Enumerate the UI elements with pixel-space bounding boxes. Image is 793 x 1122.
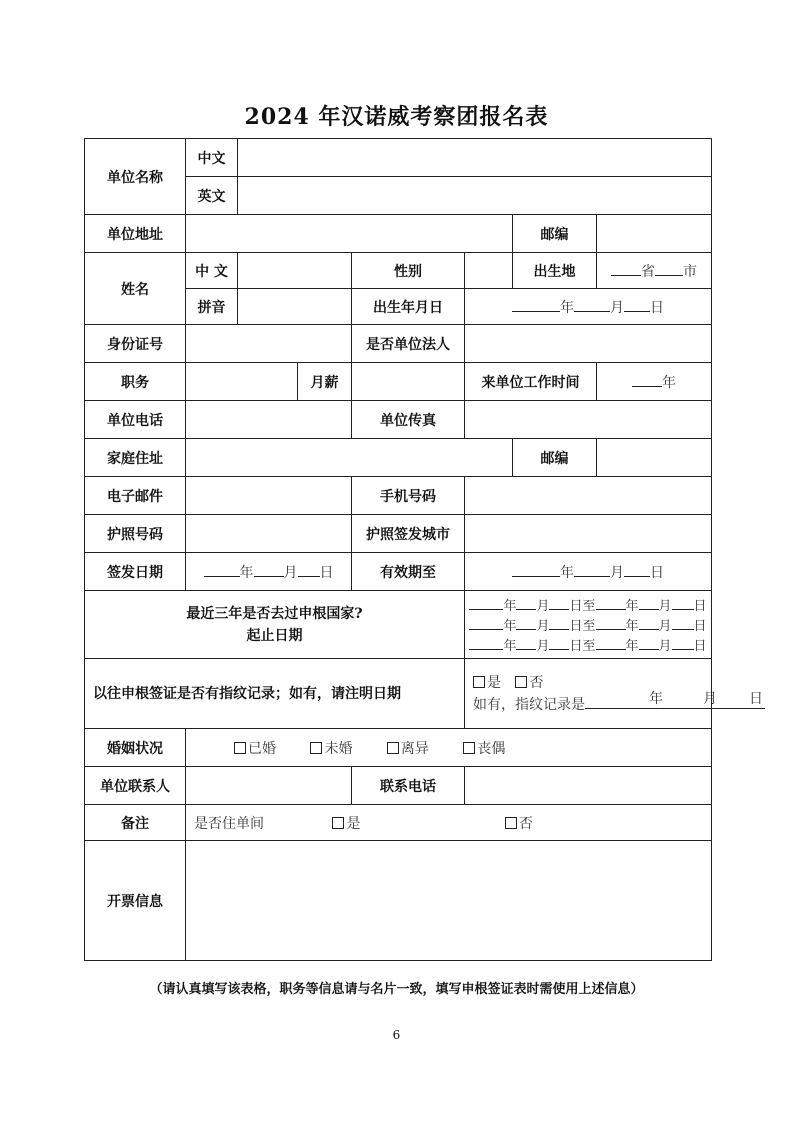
company-name-en-field[interactable] [238,177,712,215]
marital-option-widowed[interactable]: 丧偶 [463,738,505,758]
mobile-field[interactable] [465,477,712,515]
birthplace-label: 出生地 [513,253,597,289]
birth-date-field[interactable]: 年 月 日 [465,289,712,325]
birth-date-label: 出生年月日 [352,289,465,325]
fingerprint-question-label: 以往申根签证是否有指纹记录；如有，请注明日期 [85,659,465,729]
contact-phone-label: 联系电话 [352,767,465,805]
fingerprint-yes-option[interactable]: 是 [473,672,501,694]
checkbox-icon[interactable] [310,742,322,754]
invoice-info-label: 开票信息 [85,841,186,961]
postcode-field[interactable] [597,215,712,253]
email-label: 电子邮件 [85,477,186,515]
gender-label: 性别 [352,253,465,289]
name-cn-field[interactable] [238,253,352,289]
birthplace-field[interactable]: 省 市 [597,253,712,289]
pinyin-field[interactable] [238,289,352,325]
home-address-field[interactable] [186,439,513,477]
company-address-field[interactable] [186,215,513,253]
page-number: 6 [392,1028,401,1042]
remarks-field[interactable] [186,805,712,841]
name-label: 姓名 [85,253,186,325]
marital-option-married[interactable]: 已婚 [234,738,276,758]
company-name-cn-label: 中文 [186,139,238,177]
salary-field[interactable] [352,363,465,401]
salary-label: 月薪 [298,363,352,401]
legal-rep-field[interactable] [465,325,712,363]
invoice-info-field[interactable] [186,841,712,961]
home-address-label: 家庭住址 [85,439,186,477]
schengen-dates-field[interactable]: 年 月 日至 年 月 日 年 月 日至 年 月 日 年 月 日至 年 月 日 [465,591,712,659]
passport-number-field[interactable] [186,515,352,553]
pinyin-label: 拼音 [186,289,238,325]
checkbox-icon[interactable] [234,742,246,754]
mobile-label: 手机号码 [352,477,465,515]
position-field[interactable] [186,363,298,401]
home-postcode-field[interactable] [597,439,712,477]
contact-phone-field[interactable] [465,767,712,805]
single-room-yes-option[interactable]: 是 [332,813,360,833]
checkbox-icon[interactable] [387,742,399,754]
valid-until-field[interactable]: 年 月 日 [465,553,712,591]
postcode-label: 邮编 [513,215,597,253]
gender-field[interactable] [465,253,513,289]
id-number-label: 身份证号 [85,325,186,363]
checkbox-icon[interactable] [473,676,485,688]
company-name-label: 单位名称 [85,139,186,215]
form-title: 2024 年汉诺威考察团报名表 [244,104,549,130]
company-name-en-label: 英文 [186,177,238,215]
fingerprint-field[interactable]: 是 否 如有，指纹记录是 年 月 日 [465,659,712,729]
name-cn-label: 中 文 [186,253,238,289]
issue-date-field[interactable]: 年 月 日 [186,553,352,591]
company-fax-field[interactable] [465,401,712,439]
home-postcode-label: 邮编 [513,439,597,477]
checkbox-icon[interactable] [332,817,344,829]
valid-until-label: 有效期至 [352,553,465,591]
passport-city-label: 护照签发城市 [352,515,465,553]
marital-status-label: 婚姻状况 [85,729,186,767]
passport-city-field[interactable] [465,515,712,553]
company-address-label: 单位地址 [85,215,186,253]
checkbox-icon[interactable] [505,817,517,829]
single-room-no-option[interactable]: 否 [505,813,533,833]
checkbox-icon[interactable] [463,742,475,754]
company-phone-field[interactable] [186,401,352,439]
registration-form-table [84,138,763,961]
company-name-cn-field[interactable] [238,139,712,177]
company-phone-label: 单位电话 [85,401,186,439]
footer-note: （请认真填写该表格，职务等信息请与名片一致，填写申根签证表时需使用上述信息） [149,982,644,997]
fingerprint-no-option[interactable]: 否 [515,672,543,694]
marital-option-single[interactable]: 未婚 [310,738,352,758]
single-room-question: 是否住单间 [194,815,264,832]
schengen-question-label: 最近三年是否去过申根国家? 起止日期 [85,591,465,659]
passport-number-label: 护照号码 [85,515,186,553]
marital-status-options[interactable] [186,729,712,767]
company-fax-label: 单位传真 [352,401,465,439]
id-number-field[interactable] [186,325,352,363]
time-at-company-field[interactable]: 年 [597,363,712,401]
contact-person-label: 单位联系人 [85,767,186,805]
remarks-label: 备注 [85,805,186,841]
checkbox-icon[interactable] [515,676,527,688]
time-at-company-label: 来单位工作时间 [465,363,597,401]
issue-date-label: 签发日期 [85,553,186,591]
contact-person-field[interactable] [186,767,352,805]
email-field[interactable] [186,477,352,515]
marital-option-divorced[interactable]: 离异 [387,738,429,758]
position-label: 职务 [85,363,186,401]
legal-rep-label: 是否单位法人 [352,325,465,363]
